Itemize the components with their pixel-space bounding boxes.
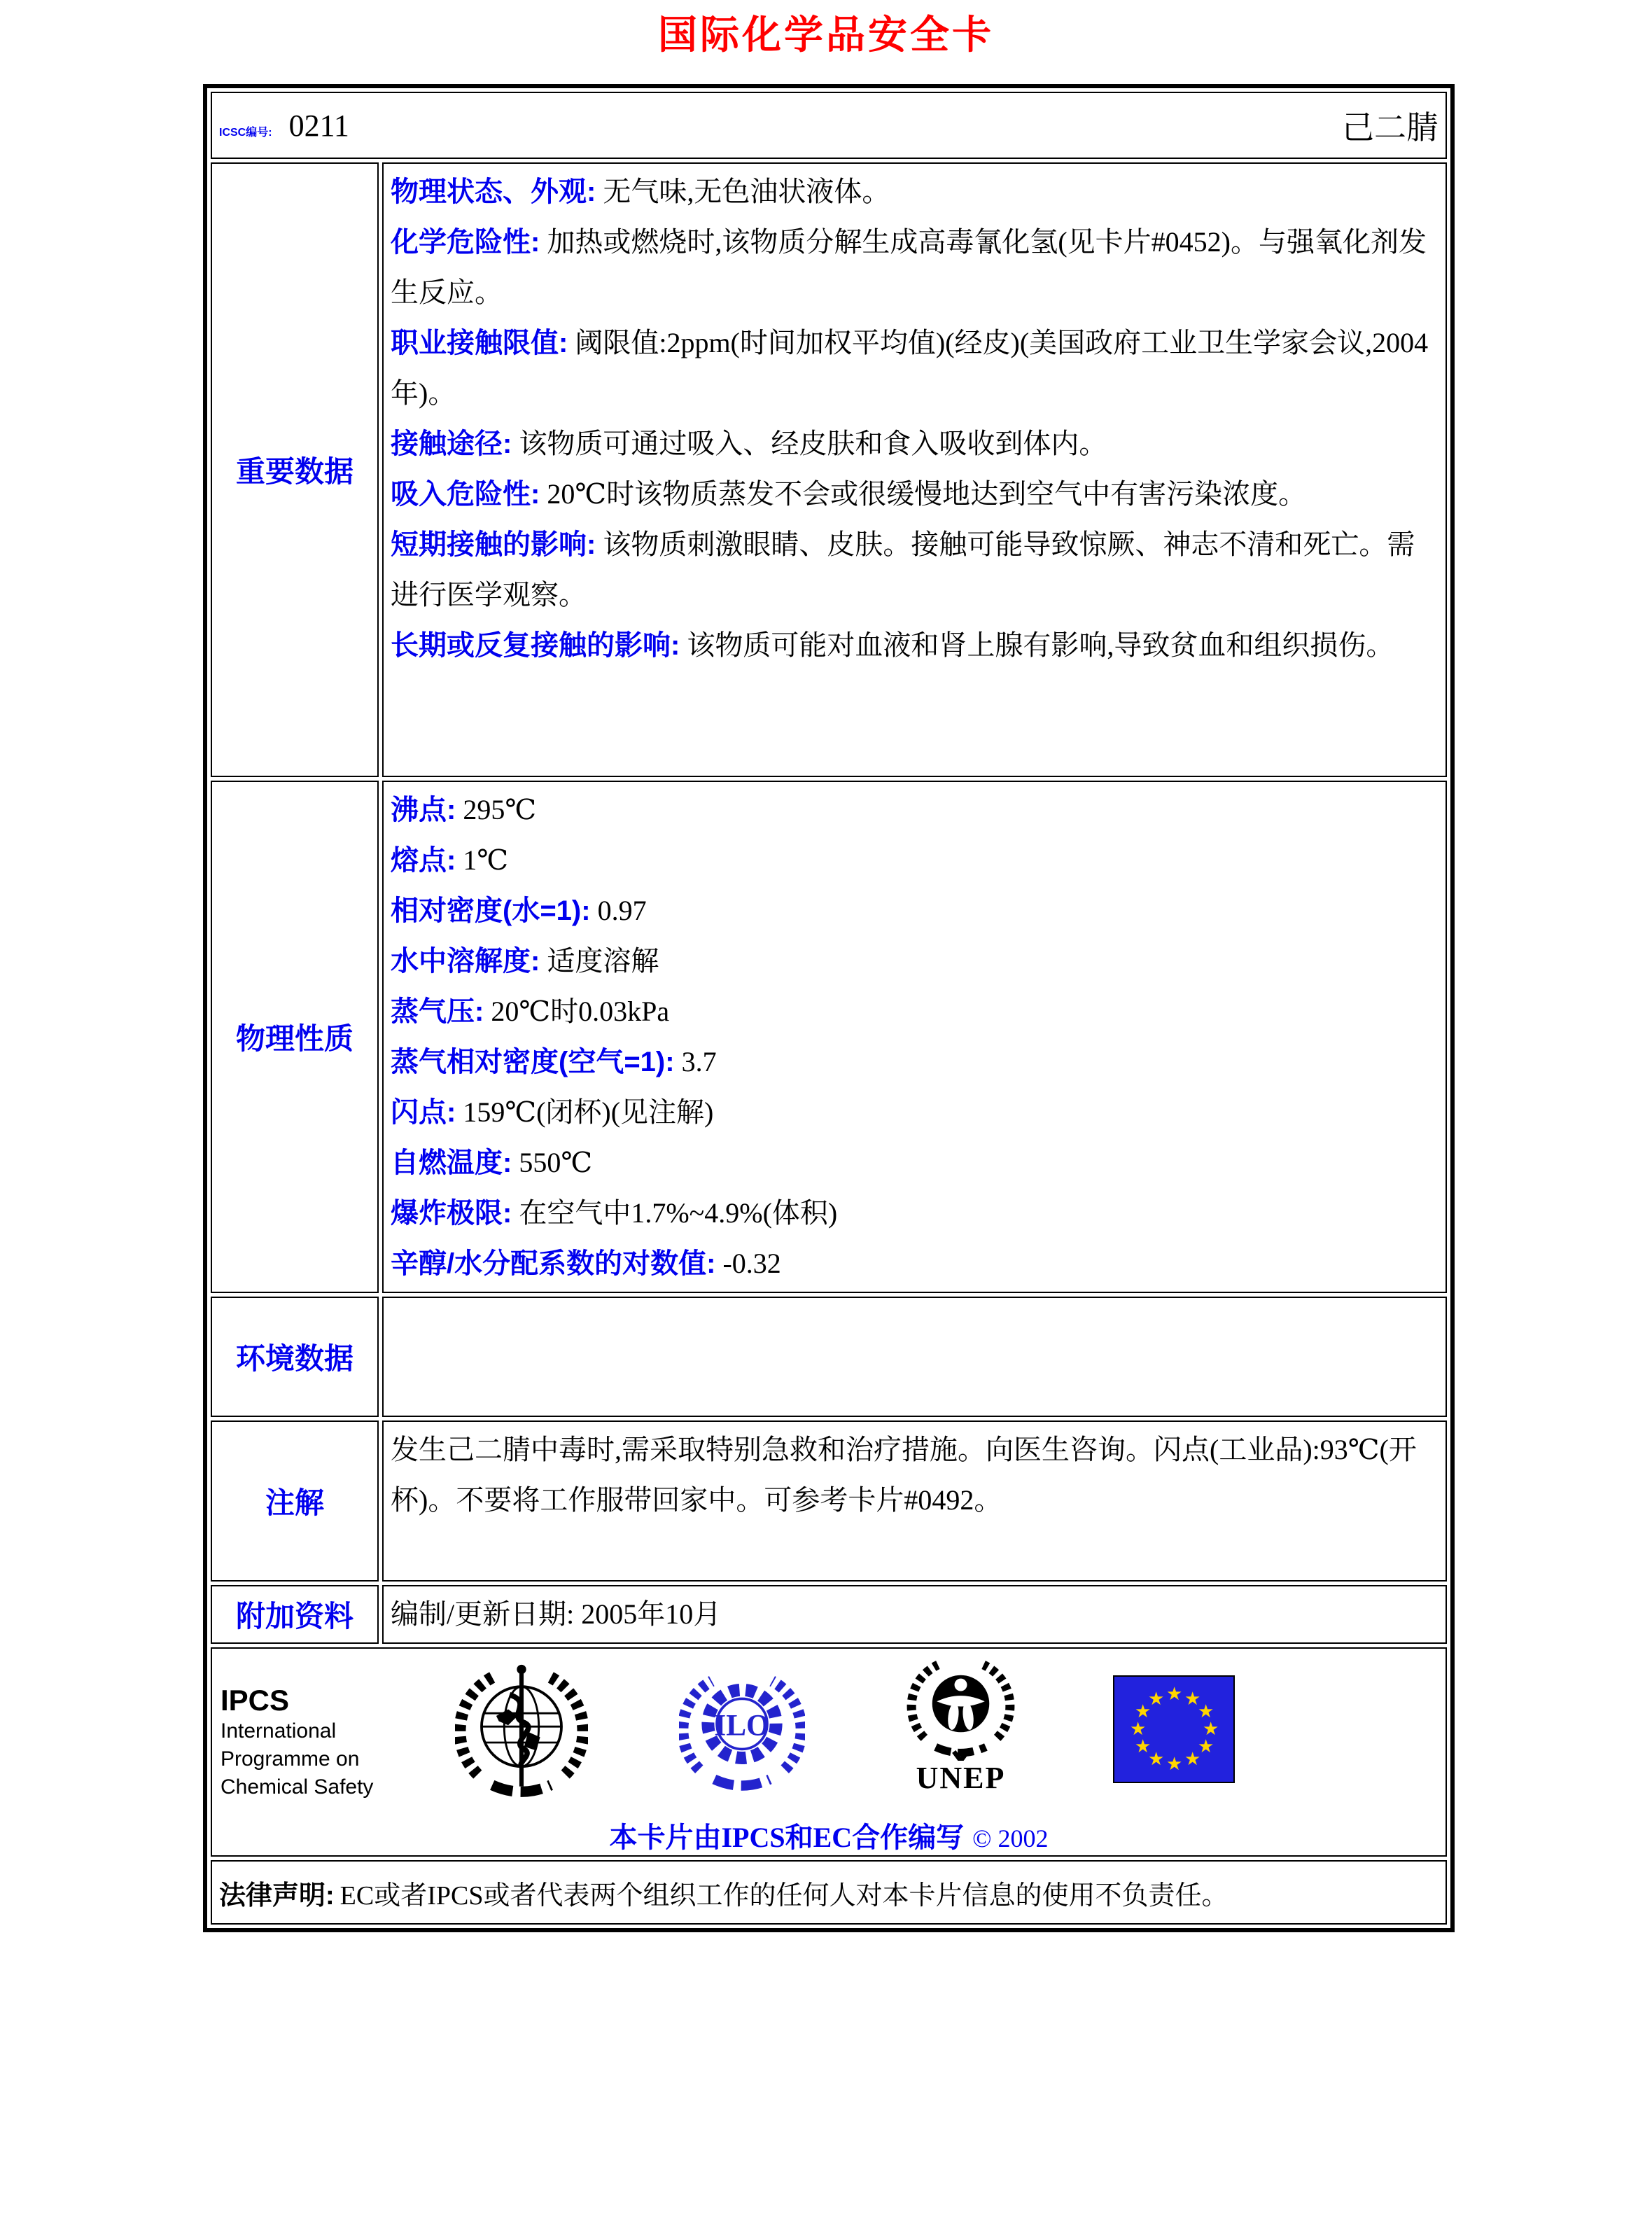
- eu-star: ★: [1135, 1701, 1152, 1722]
- field-label: 熔点:: [391, 845, 456, 876]
- additional-info-row: [211, 1585, 1447, 1644]
- field-text: 加热或燃烧时,该物质分解生成高毒氰化氢(见卡片#0452)。与强氧化剂发生反应。: [391, 226, 1427, 308]
- cooperation-caption-text: 本卡片由IPCS和EC合作编写: [609, 1822, 965, 1853]
- field-text: 20℃时该物质蒸发不会或很缓慢地达到空气中有害污染浓度。: [547, 478, 1307, 510]
- important-item: [391, 519, 1438, 620]
- physical-properties-row-label: 物理性质: [211, 781, 379, 1293]
- important-data-row-label: 重要数据: [211, 162, 379, 777]
- cooperation-caption: [212, 1815, 1446, 1855]
- eu-star: ★: [1198, 1736, 1214, 1757]
- important-item: [391, 620, 1438, 671]
- field-label: 吸入危险性:: [391, 479, 540, 510]
- ipcs-subtitle-line: International: [220, 1719, 337, 1743]
- field-value: 适度溶解: [547, 945, 659, 977]
- field-value: 1℃: [463, 844, 509, 876]
- field-value: 20℃时0.03kPa: [491, 996, 670, 1027]
- field-value: -0.32: [722, 1248, 781, 1279]
- important-data-content: [382, 162, 1447, 777]
- field-label: 蒸气压:: [391, 996, 484, 1027]
- notes-row-label: 注解: [211, 1420, 379, 1582]
- notes-row: [211, 1420, 1447, 1582]
- physical-item: [391, 1188, 1438, 1238]
- icsc-card-table: [203, 84, 1455, 1932]
- eu-star: ★: [1166, 1754, 1183, 1775]
- eu-star: ★: [1184, 1689, 1201, 1710]
- field-label: 自燃温度:: [391, 1147, 512, 1178]
- eu-flag-icon: [1113, 1675, 1235, 1783]
- physical-item: [391, 1037, 1438, 1087]
- field-label: 长期或反复接触的影响:: [391, 630, 680, 661]
- physical-item: [391, 1138, 1438, 1188]
- icsc-number-label: ICSC编号:: [219, 126, 272, 139]
- field-value: 3.7: [681, 1046, 717, 1077]
- field-text: 无气味,无色油状液体。: [603, 176, 890, 207]
- legal-label: 法律声明:: [219, 1880, 335, 1911]
- field-label: 水中溶解度:: [391, 946, 540, 977]
- physical-properties-row: [211, 781, 1447, 1293]
- ipcs-text-block: [220, 1656, 413, 1801]
- additional-info-row-label: 附加资料: [211, 1585, 379, 1644]
- physical-item: [391, 886, 1438, 936]
- eu-star: ★: [1148, 1749, 1165, 1770]
- physical-item: [391, 936, 1438, 986]
- cooperation-caption-year: © 2002: [972, 1824, 1049, 1852]
- field-value: 在空气中1.7%~4.9%(体积): [519, 1197, 838, 1229]
- field-label: 短期接触的影响:: [391, 529, 596, 560]
- field-label: 相对密度(水=1):: [391, 895, 591, 926]
- logos-cell: [211, 1647, 1447, 1857]
- unep-logo-block: [903, 1656, 1018, 1796]
- eu-star: ★: [1166, 1684, 1183, 1705]
- field-label: 爆炸极限:: [391, 1198, 512, 1229]
- field-label: 闪点:: [391, 1097, 456, 1128]
- physical-properties-content: [382, 781, 1447, 1293]
- eu-star: ★: [1203, 1719, 1219, 1740]
- notes-text: 发生己二腈中毒时,需采取特别急救和治疗措施。向医生咨询。闪点(工业品):93℃(开杯)。不要将工作服带回家中。可参考卡片#0492。: [391, 1434, 1417, 1516]
- eu-star: ★: [1184, 1749, 1201, 1770]
- eu-star: ★: [1148, 1689, 1165, 1710]
- environmental-data-content: [382, 1297, 1447, 1417]
- ipcs-subtitle-line: Chemical Safety: [220, 1775, 374, 1799]
- additional-info-content: [382, 1585, 1447, 1644]
- important-item: [391, 419, 1438, 469]
- physical-item: [391, 1087, 1438, 1138]
- field-value: 159℃(闭杯)(见注解): [463, 1096, 714, 1128]
- important-data-row: [211, 162, 1447, 777]
- icsc-number-value: 0211: [288, 108, 349, 143]
- unep-logo-icon: [903, 1656, 1018, 1761]
- environmental-data-row: [211, 1297, 1447, 1417]
- field-label: 沸点:: [391, 795, 456, 825]
- environmental-data-row-label: 环境数据: [211, 1297, 379, 1417]
- icsc-number-group: [219, 108, 349, 144]
- additional-info-text: 编制/更新日期: 2005年10月: [391, 1598, 722, 1630]
- ipcs-title: IPCS: [220, 1684, 290, 1717]
- field-label: 职业接触限值:: [391, 328, 568, 358]
- header-row: [211, 92, 1447, 159]
- field-value: 295℃: [463, 794, 537, 825]
- legal-cell: [211, 1860, 1447, 1925]
- physical-item: [391, 1238, 1438, 1289]
- ilo-letters: ILO: [714, 1709, 770, 1743]
- physical-item: [391, 835, 1438, 886]
- field-label: 物理状态、外观:: [391, 176, 596, 207]
- eu-star: ★: [1130, 1719, 1147, 1740]
- field-label: 化学危险性:: [391, 227, 540, 258]
- field-text: 该物质可通过吸入、经皮肤和食入吸收到体内。: [519, 428, 1107, 459]
- important-item: [391, 469, 1438, 519]
- physical-item: [391, 986, 1438, 1037]
- physical-item: [391, 785, 1438, 835]
- eu-star: ★: [1198, 1701, 1214, 1722]
- logos-row: [211, 1647, 1447, 1857]
- page-title: 国际化学品安全卡: [658, 13, 994, 57]
- field-label: 蒸气相对密度(空气=1):: [391, 1047, 675, 1077]
- who-logo-icon: [455, 1657, 588, 1815]
- important-item: [391, 217, 1438, 318]
- field-text: 该物质刺激眼睛、皮肤。接触可能导致惊厥、神志不清和死亡。需进行医学观察。: [391, 529, 1415, 610]
- field-text: 阈限值:2ppm(时间加权平均值)(经皮)(美国政府工业卫生学家会议,2004年)。: [391, 327, 1429, 409]
- eu-star: ★: [1135, 1736, 1152, 1757]
- legal-text: EC或者IPCS或者代表两个组织工作的任何人对本卡片信息的使用不负责任。: [340, 1880, 1228, 1911]
- header-cell: [211, 92, 1447, 159]
- ipcs-subtitle-line: Programme on: [220, 1747, 360, 1771]
- important-item: [391, 167, 1438, 217]
- important-item: [391, 318, 1438, 419]
- field-value: 0.97: [597, 895, 647, 926]
- field-label: 辛醇/水分配系数的对数值:: [391, 1248, 716, 1279]
- chemical-name: 己二腈: [1342, 110, 1438, 146]
- field-text: 该物质可能对血液和肾上腺有影响,导致贫血和组织损伤。: [687, 629, 1394, 661]
- unep-wordmark: UNEP: [916, 1761, 1006, 1795]
- field-label: 接触途径:: [391, 428, 512, 459]
- field-value: 550℃: [519, 1147, 593, 1178]
- notes-content: [382, 1420, 1447, 1582]
- ilo-logo-icon: [679, 1663, 805, 1803]
- legal-row: [211, 1860, 1447, 1925]
